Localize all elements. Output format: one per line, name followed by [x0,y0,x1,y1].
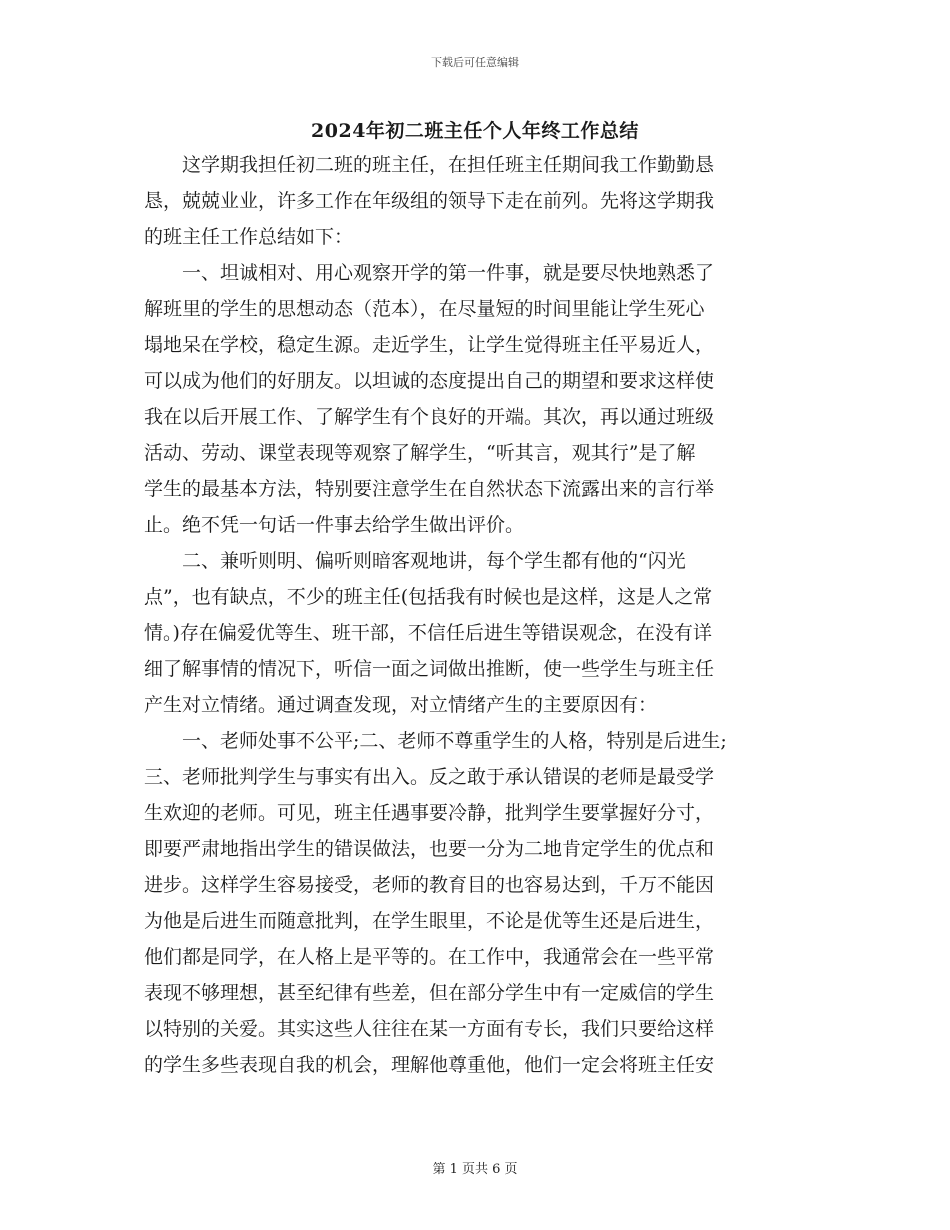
body-line: 产生对立情绪。通过调查发现，对立情绪产生的主要原因有： [144,694,658,716]
page-number: 第 1 页共 6 页 [432,1162,518,1177]
document-body [144,147,824,1083]
body-line: 进步。这样学生容易接受，老师的教育目的也容易达到，千万不能因 [144,874,715,896]
page-header-note: 下载后可任意编辑 [431,56,519,69]
body-line: 活动、劳动、课堂表现等观察了解学生，“听其言，观其行”是了解 [144,442,696,464]
body-line: 止。绝不凭一句话一件事去给学生做出评价。 [144,514,525,536]
body-line: 一、老师处事不公平;二、老师不尊重学生的人格，特别是后进生; [182,730,727,752]
body-line: 他们都是同学，在人格上是平等的。在工作中，我通常会在一些平常 [144,946,715,968]
body-line: 恳，兢兢业业，许多工作在年级组的领导下走在前列。先将这学期我 [144,190,715,212]
body-line: 的班主任工作总结如下： [144,226,354,248]
body-line: 塌地呆在学校，稳定生源。走近学生，让学生觉得班主任平易近人， [144,334,715,356]
body-line: 以特别的关爱。其实这些人往往在某一方面有专长，我们只要给这样 [144,1018,715,1040]
document-title: 2024年初二班主任个人年终工作总结 [311,120,639,142]
body-line: 情。)存在偏爱优等生、班干部，不信任后进生等错误观念，在没有详 [144,622,712,644]
body-line: 二、兼听则明、偏听则暗客观地讲，每个学生都有他的“闪光 [182,550,686,572]
body-line: 生欢迎的老师。可见，班主任遇事要冷静，批判学生要掌握好分寸， [144,802,715,824]
body-line: 我在以后开展工作、了解学生有个良好的开端。其次，再以通过班级 [144,406,715,428]
body-line: 解班里的学生的思想动态（范本），在尽量短的时间里能让学生死心 [144,298,705,320]
body-line: 为他是后进生而随意批判，在学生眼里，不论是优等生还是后进生， [144,910,715,932]
body-line: 这学期我担任初二班的班主任，在担任班主任期间我工作勤勤恳 [182,154,715,176]
body-line: 表现不够理想，甚至纪律有些差，但在部分学生中有一定威信的学生 [144,982,715,1004]
body-line: 一、坦诚相对、用心观察开学的第一件事，就是要尽快地熟悉了 [182,262,715,284]
body-line: 学生的最基本方法，特别要注意学生在自然状态下流露出来的言行举 [144,478,715,500]
body-line: 即要严肃地指出学生的错误做法，也要一分为二地肯定学生的优点和 [144,838,715,860]
body-line: 细了解事情的情况下，听信一面之词做出推断，使一些学生与班主任 [144,658,715,680]
body-line: 的学生多些表现自我的机会，理解他尊重他，他们一定会将班主任安 [144,1054,715,1076]
body-line: 点”，也有缺点，不少的班主任(包括我有时候也是这样，这是人之常 [144,586,713,608]
body-line: 可以成为他们的好朋友。以坦诚的态度提出自己的期望和要求这样使 [144,370,715,392]
body-line: 三、老师批判学生与事实有出入。反之敢于承认错误的老师是最受学 [144,766,715,788]
